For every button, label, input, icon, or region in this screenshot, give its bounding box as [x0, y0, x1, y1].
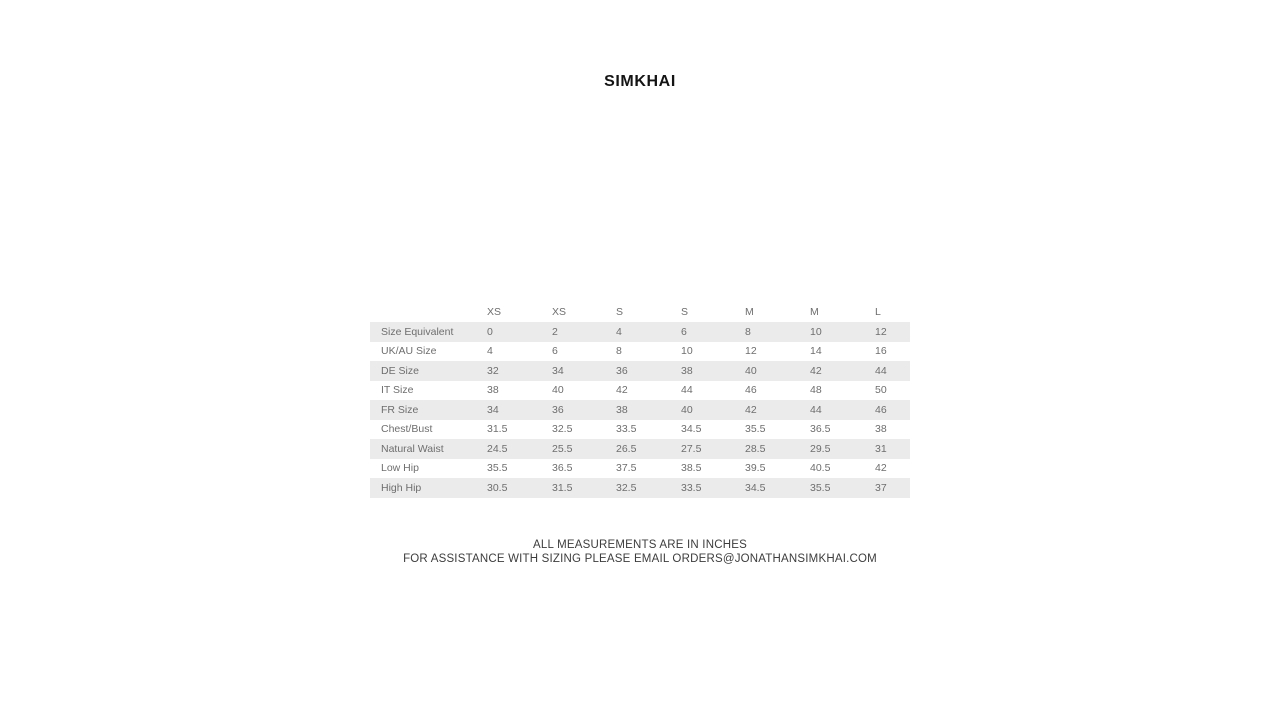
row-label: DE Size: [381, 364, 419, 377]
size-value-cell: 38: [487, 384, 499, 397]
size-chart-row: [370, 342, 910, 362]
size-value-cell: 37: [875, 481, 887, 494]
size-value-cell: 40: [745, 364, 757, 377]
brand-logo-title: SIMKHAI: [604, 73, 676, 90]
size-value-cell: 16: [875, 345, 887, 358]
size-value-cell: 24.5: [487, 442, 508, 455]
size-value-cell: 31.5: [487, 423, 508, 436]
size-value-cell: 46: [745, 384, 757, 397]
row-label: UK/AU Size: [381, 345, 437, 358]
size-value-cell: 39.5: [745, 462, 766, 475]
size-chart-table: [370, 302, 910, 498]
size-value-cell: 32.5: [616, 481, 637, 494]
size-chart-row: [370, 400, 910, 420]
size-chart-header-cell: XS: [552, 306, 567, 318]
size-value-cell: 6: [552, 345, 558, 358]
size-chart-row: [370, 420, 910, 440]
size-value-cell: 4: [487, 345, 493, 358]
row-label: IT Size: [381, 384, 414, 397]
footer-assistance-line: FOR ASSISTANCE WITH SIZING PLEASE EMAIL ORDERS@JONATHANSIMKHAI.COM: [403, 552, 877, 565]
size-value-cell: 36: [616, 364, 628, 377]
size-value-cell: 34: [552, 364, 564, 377]
size-value-cell: 42: [745, 403, 757, 416]
row-label: Chest/Bust: [381, 423, 433, 436]
size-chart-header-cell: M: [810, 306, 819, 318]
size-chart-header-cell: S: [616, 306, 624, 318]
size-chart-row: [370, 381, 910, 401]
size-value-cell: 36: [552, 403, 564, 416]
size-value-cell: 8: [616, 345, 622, 358]
row-label: Size Equivalent: [381, 325, 454, 338]
size-value-cell: 30.5: [487, 481, 508, 494]
size-value-cell: 36.5: [552, 462, 573, 475]
size-chart-row: [370, 322, 910, 342]
row-label: Low Hip: [381, 462, 419, 475]
size-value-cell: 32: [487, 364, 499, 377]
size-value-cell: 6: [681, 325, 687, 338]
size-chart-section: [370, 302, 910, 498]
row-label: FR Size: [381, 403, 419, 416]
size-value-cell: 42: [616, 384, 628, 397]
size-value-cell: 38: [616, 403, 628, 416]
row-label: Natural Waist: [381, 442, 444, 455]
size-value-cell: 8: [745, 325, 751, 338]
size-value-cell: 28.5: [745, 442, 766, 455]
size-value-cell: 31: [875, 442, 887, 455]
footer-measurements-line: ALL MEASUREMENTS ARE IN INCHES: [533, 539, 747, 551]
size-value-cell: 33.5: [616, 423, 637, 436]
size-value-cell: 48: [810, 384, 822, 397]
size-value-cell: 2: [552, 325, 558, 338]
size-chart-header-cell: XS: [487, 306, 502, 318]
size-chart-header-cell: S: [681, 306, 689, 318]
size-value-cell: 34: [487, 403, 499, 416]
size-value-cell: 40: [681, 403, 693, 416]
size-value-cell: 40: [552, 384, 564, 397]
size-chart-header-cell: M: [745, 306, 754, 318]
size-value-cell: 44: [810, 403, 822, 416]
size-value-cell: 38: [875, 423, 887, 436]
size-value-cell: 46: [875, 403, 887, 416]
size-value-cell: 0: [487, 325, 493, 338]
size-value-cell: 34.5: [745, 481, 766, 494]
size-value-cell: 42: [875, 462, 887, 475]
size-value-cell: 27.5: [681, 442, 702, 455]
size-value-cell: 14: [810, 345, 822, 358]
size-value-cell: 31.5: [552, 481, 573, 494]
size-value-cell: 44: [875, 364, 887, 377]
size-value-cell: 35.5: [487, 462, 508, 475]
size-value-cell: 10: [810, 325, 822, 338]
size-value-cell: 37.5: [616, 462, 637, 475]
size-value-cell: 33.5: [681, 481, 702, 494]
size-value-cell: 12: [875, 325, 887, 338]
size-chart-body: [370, 322, 910, 498]
size-value-cell: 38.5: [681, 462, 702, 475]
size-value-cell: 29.5: [810, 442, 831, 455]
size-value-cell: 26.5: [616, 442, 637, 455]
size-value-cell: 42: [810, 364, 822, 377]
size-value-cell: 34.5: [681, 423, 702, 436]
size-chart-row: [370, 439, 910, 459]
size-value-cell: 36.5: [810, 423, 831, 436]
size-chart-header-row: [370, 302, 910, 322]
footer-note: [0, 539, 1280, 566]
row-label: High Hip: [381, 481, 422, 494]
size-chart-row: [370, 478, 910, 498]
size-value-cell: 10: [681, 345, 693, 358]
size-value-cell: 4: [616, 325, 622, 338]
size-value-cell: 35.5: [810, 481, 831, 494]
size-chart-header-cell: [370, 302, 487, 322]
size-value-cell: 12: [745, 345, 757, 358]
size-chart-row: [370, 459, 910, 479]
size-value-cell: 50: [875, 384, 887, 397]
size-value-cell: 35.5: [745, 423, 766, 436]
size-value-cell: 25.5: [552, 442, 573, 455]
size-value-cell: 40.5: [810, 462, 831, 475]
size-value-cell: 38: [681, 364, 693, 377]
size-value-cell: 32.5: [552, 423, 573, 436]
size-chart-row: [370, 361, 910, 381]
size-value-cell: 44: [681, 384, 693, 397]
size-chart-header-cell: L: [875, 306, 881, 318]
